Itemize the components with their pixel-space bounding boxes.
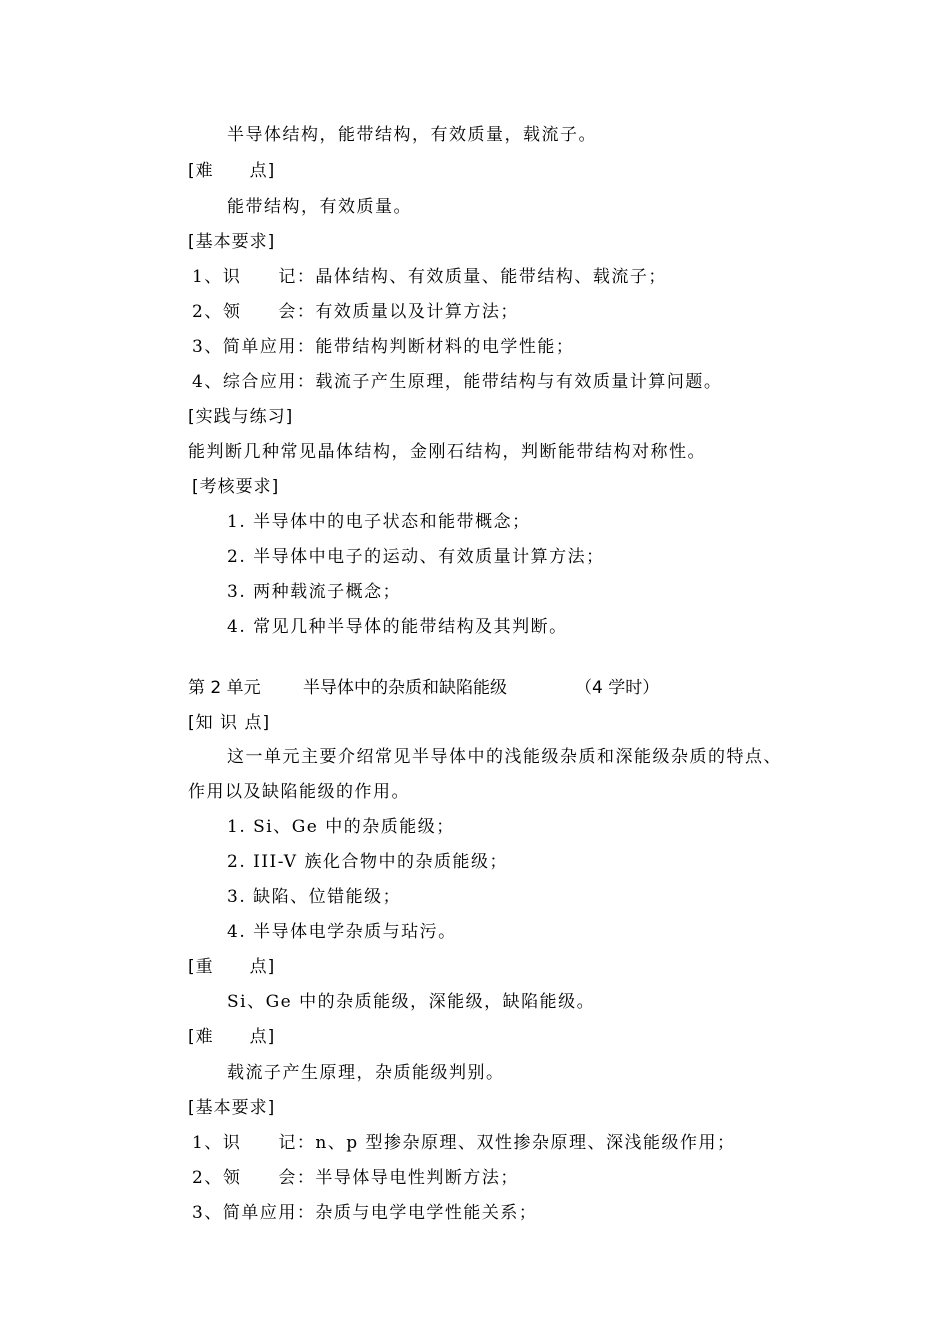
requirement-item: 3、简单应用：能带结构判断材料的电学性能； [192, 337, 575, 357]
difficult-heading: [难 点] [188, 161, 276, 181]
difficult-text: 载流子产生原理，杂质能级判别。 [227, 1063, 505, 1083]
requirements-heading: [基本要求] [188, 1098, 276, 1118]
key-points-text: 半导体结构，能带结构，有效质量，载流子。 [227, 125, 597, 145]
practice-heading: [实践与练习] [188, 407, 294, 427]
requirement-item: 2、领 会：有效质量以及计算方法； [192, 302, 519, 322]
unit-title: 半导体中的杂质和缺陷能级 [303, 678, 507, 698]
intro-text: 这一单元主要介绍常见半导体中的浅能级杂质和深能级杂质的特点、 [227, 747, 782, 767]
knowledge-item: 3. 缺陷、位错能级； [227, 887, 402, 907]
intro-text: 作用以及缺陷能级的作用。 [188, 782, 410, 802]
requirement-item: 1、识 记：晶体结构、有效质量、能带结构、载流子； [192, 267, 667, 287]
requirement-item: 4、综合应用：载流子产生原理，能带结构与有效质量计算问题。 [192, 372, 723, 392]
difficult-heading: [难 点] [188, 1027, 276, 1047]
unit-hours: （4 学时） [575, 678, 660, 698]
assessment-heading: [考核要求] [192, 477, 280, 497]
key-text: Si、Ge 中的杂质能级，深能级，缺陷能级。 [227, 992, 596, 1012]
key-heading: [重 点] [188, 957, 276, 977]
knowledge-item: 4. 半导体电学杂质与玷污。 [227, 922, 457, 942]
difficult-text: 能带结构，有效质量。 [227, 197, 412, 217]
requirement-item: 2、领 会：半导体导电性判断方法； [192, 1168, 519, 1188]
knowledge-heading: [知 识 点] [188, 713, 271, 733]
practice-text: 能判断几种常见晶体结构，金刚石结构，判断能带结构对称性。 [188, 442, 706, 462]
knowledge-item: 1. Si、Ge 中的杂质能级； [227, 817, 455, 837]
requirement-item: 1、识 记：n、p 型掺杂原理、双性掺杂原理、深浅能级作用； [192, 1133, 736, 1153]
requirements-heading: [基本要求] [188, 232, 276, 252]
assessment-item: 4. 常见几种半导体的能带结构及其判断。 [227, 617, 568, 637]
unit-label: 第 2 单元 [188, 678, 261, 698]
requirement-item: 3、简单应用：杂质与电学电学性能关系； [192, 1203, 538, 1223]
assessment-item: 2. 半导体中电子的运动、有效质量计算方法； [227, 547, 605, 567]
assessment-item: 3. 两种载流子概念； [227, 582, 402, 602]
assessment-item: 1. 半导体中的电子状态和能带概念； [227, 512, 531, 532]
knowledge-item: 2. III-V 族化合物中的杂质能级； [227, 852, 508, 872]
